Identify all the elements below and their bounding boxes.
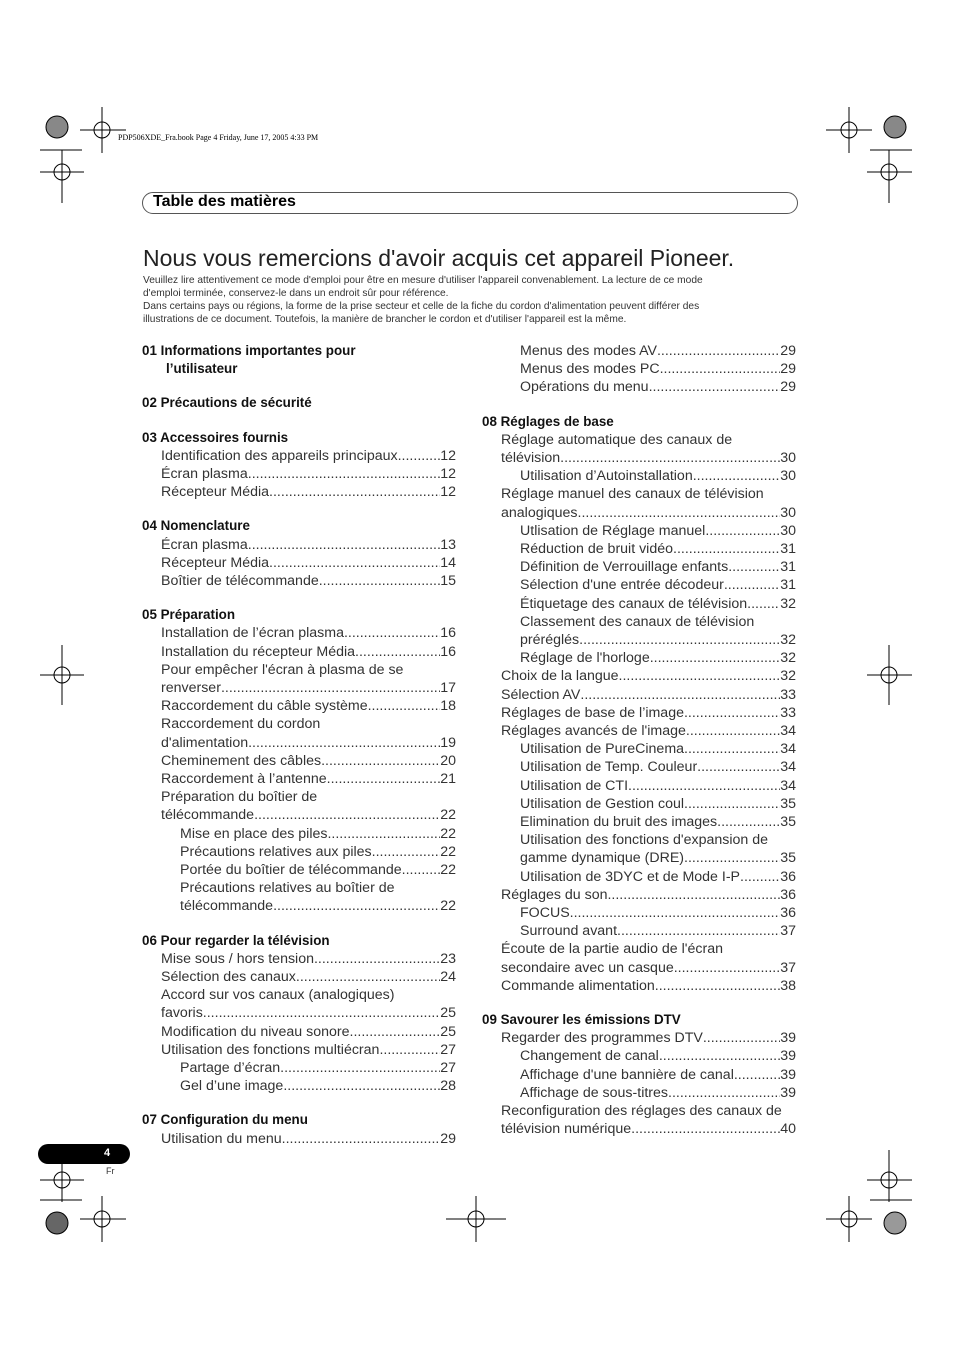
toc-section-heading: 01 Informations importantes pour [142,343,356,358]
toc-leader-dots [688,795,780,813]
toc-entry [501,977,796,995]
toc-entry-title: Récepteur Média [161,554,270,571]
toc-entry-title: Identification des appareils principaux [161,447,398,464]
toc-leader-dots [578,504,781,522]
toc-page-number: 14 [440,554,456,571]
toc-entry [520,378,796,396]
toc-entry [161,536,456,554]
toc-entry [520,576,796,594]
toc-page-number: 20 [440,752,456,769]
toc-page-number: 40 [780,1121,796,1138]
toc-entry-title: Regarder des programmes DTV [501,1030,703,1047]
toc-page-number: 33 [780,686,796,703]
toc-entry-title: analogiques [501,504,578,521]
toc-entry-title: Raccordement à l’antenne [161,771,327,787]
toc-page-number: 34 [780,741,796,758]
intro-line: Dans certains pays ou régions, la forme de la prise secteur et celle de la fiche du cordon d'alimentation peuvent différer des [143,301,700,312]
toc-entry [520,558,796,576]
toc-leader-dots [631,1120,780,1138]
toc-page-number: 22 [440,843,456,860]
toc-page-number: 22 [440,807,456,824]
toc-leader-dots [655,977,780,995]
toc-entry-title: télécommande [180,898,274,915]
toc-entry [180,1077,456,1095]
toc-leader-dots [693,467,781,485]
toc-entry-line: Précautions relatives au boîtier de [180,880,395,897]
toc-leader-dots [619,667,781,685]
toc-leader-dots [248,536,440,554]
toc-entry-title: Réglage de l'horloge [520,650,650,667]
toc-leader-dots [724,576,780,594]
toc-entry-title: Réduction de bruit vidéo [520,541,674,557]
toc-entry-title: FOCUS [520,905,570,921]
toc-leader-dots [203,1004,440,1022]
toc-entry [520,1047,796,1065]
page-heading: Nous vous remercions d'avoir acquis cet appareil Pioneer. [143,245,735,271]
toc-page-number: 29 [440,1130,456,1147]
toc-entry [161,1004,456,1022]
toc-entry-title: Elimination du bruit des images [520,814,718,830]
toc-page-number: 30 [780,450,796,466]
toc-page-number: 31 [780,577,796,594]
toc-entry [520,467,796,485]
toc-entry-title: gamme dynamique (DRE) [520,850,685,867]
toc-leader-dots [734,1066,780,1084]
toc-section-heading: 04 Nomenclature [142,518,250,534]
toc-entry [161,968,456,986]
toc-entry-title: secondaire avec un casque [501,959,674,976]
toc-entry [520,758,796,776]
toc-page-number: 34 [780,759,796,776]
toc-entry [161,734,456,752]
toc-entry [161,643,456,661]
toc-entry-title: favoris [161,1005,203,1022]
toc-entry [161,572,456,590]
toc-leader-dots [273,897,440,915]
toc-entry [520,342,796,360]
toc-entry-line: Reconfiguration des réglages des canaux de [501,1103,782,1119]
toc-leader-dots [283,1077,440,1095]
toc-entry-title: Choix de la langue [501,668,619,685]
toc-entry-title: Écran plasma [161,536,248,553]
toc-leader-dots [747,595,780,613]
toc-entry-line: Réglage manuel des canaux de télévision [501,486,764,503]
toc-leader-dots [398,447,441,465]
toc-section-heading: 06 Pour regarder la télévision [142,932,330,948]
toc-page-number: 30 [780,522,796,539]
intro-line: d'emploi terminée, conservez-le dans un endroit sûr pour référence. [143,288,449,299]
toc-page-number: 22 [440,862,456,878]
toc-entry [520,795,796,813]
toc-entry-line: Accord sur vos canaux (analogiques) [161,987,395,1004]
toc-leader-dots [628,777,780,795]
toc-page-number: 27 [440,1060,456,1076]
toc-leader-dots [705,522,780,540]
toc-entry [501,504,796,522]
toc-entry-line: Pour empêcher l'écran à plasma de se [161,661,404,678]
toc-entry-title: Écran plasma [161,466,248,482]
toc-entry-title: télécommande [161,807,255,824]
toc-leader-dots [321,752,440,770]
toc-leader-dots [269,483,440,501]
toc-page-number: 30 [780,504,796,521]
toc-leader-dots [296,968,440,986]
toc-page-number: 37 [780,923,796,940]
toc-section-heading: 02 Précautions de sécurité [142,395,312,411]
toc-leader-dots [717,813,780,831]
toc-entry-title: Utilisation des fonctions multiécran [161,1041,380,1058]
intro-line: illustrations de ce document. Toutefois, la manière de brancher le cordon et d'utiliser l'appareil est la même. [143,314,627,325]
toc-leader-dots [579,631,780,649]
toc-entry [161,624,456,642]
toc-page-number: 29 [780,379,796,396]
toc-leader-dots [379,1041,440,1059]
toc-entry-title: Réglages de base de l’image [501,704,684,721]
toc-page-number: 32 [780,595,796,612]
toc-entry [520,868,796,886]
toc-page-number: 34 [780,777,796,794]
toc-leader-dots [319,572,440,590]
toc-page-number: 25 [440,1023,456,1040]
toc-entry-title: Affichage de sous-titres [520,1084,668,1101]
toc-page-number: 16 [440,643,456,660]
toc-entry [161,1041,456,1059]
toc-entry-title: Réglages avancés de l'image [501,723,686,739]
toc-entry-title: Précautions relatives aux piles [180,843,372,860]
page-number: 4 [104,1147,111,1159]
toc-page-number: 12 [440,466,456,482]
toc-leader-dots [740,868,780,886]
toc-page-number: 38 [780,977,796,994]
toc-entry-title: Récepteur Média [161,484,270,501]
toc-page-number: 29 [780,361,796,378]
toc-entry-title: Utlisation de Réglage manuel [520,522,706,539]
toc-entry-line: Réglage automatique des canaux de [501,431,733,448]
toc-entry-title: d'alimentation [161,734,249,751]
toc-entry-line: Utilisation des fonctions d'expansion de [520,832,768,849]
toc-entry [501,667,796,685]
toc-leader-dots [668,1084,780,1102]
toc-entry-title: Utilisation de 3DYC et de Mode I-P [520,868,741,885]
toc-page-number: 32 [780,668,796,685]
toc-entry [520,777,796,795]
toc-leader-dots [372,843,441,861]
toc-page-number: 17 [440,680,456,696]
toc-page-number: 19 [440,734,456,751]
toc-page-number: 27 [440,1041,456,1058]
toc-entry [161,697,456,715]
toc-entry-title: Utilisation du menu [161,1130,282,1147]
toc-entry [501,886,796,904]
toc-leader-dots [280,1059,440,1077]
section-title: Table des matières [153,193,296,210]
toc-page-number: 36 [780,905,796,921]
toc-leader-dots [684,740,780,758]
toc-entry [161,447,456,465]
toc-page-number: 36 [780,886,796,903]
toc-entry-title: renverser [161,680,221,696]
toc-entry-title: Utilisation d’Autoinstallation [520,468,693,485]
toc-entry-title: préréglés [520,632,580,648]
toc-entry [520,522,796,540]
toc-leader-dots [248,465,440,483]
toc-leader-dots [314,950,440,968]
toc-entry-title: télévision numérique [501,1121,632,1138]
toc-entry [180,897,456,915]
toc-page-number: 23 [440,950,456,967]
toc-leader-dots [697,758,780,776]
toc-entry-line: Préparation du boîtier de [161,789,318,806]
toc-page-number: 16 [440,625,456,642]
toc-leader-dots [327,825,440,843]
toc-entry [161,483,456,501]
toc-entry-line: Raccordement du cordon [161,716,321,733]
toc-section-heading: 08 Réglages de base [482,413,614,429]
toc-entry-title: Sélection AV [501,686,581,703]
toc-entry [520,849,796,867]
toc-page-number: 31 [780,559,796,576]
toc-section-heading: 09 Savourer les émissions DTV [482,1012,681,1027]
toc-page-number: 22 [440,825,456,842]
toc-entry-title: Partage d’écran [180,1060,281,1076]
toc-entry-title: Commande alimentation [501,977,655,994]
toc-entry [161,679,456,697]
toc-entry [520,540,796,558]
toc-page-number: 28 [440,1078,456,1095]
toc-leader-dots [327,770,441,788]
toc-leader-dots [674,959,780,977]
toc-entry [520,740,796,758]
toc-entry [180,1059,456,1077]
toc-leader-dots [570,904,781,922]
toc-entry [161,554,456,572]
toc-entry [520,595,796,613]
toc-page-number: 35 [780,814,796,830]
toc-page-number: 31 [780,541,796,557]
toc-entry-title: Raccordement du câble système [161,698,368,715]
toc-entry [161,950,456,968]
toc-leader-dots [684,849,780,867]
toc-page-number: 39 [780,1048,796,1065]
toc-page-number: 39 [780,1084,796,1101]
toc-leader-dots [659,1047,780,1065]
toc-entry-title: Sélection des canaux [161,969,296,985]
toc-section-heading: 07 Configuration du menu [142,1112,308,1128]
toc-entry-title: Utilisation de Temp. Couleur [520,759,698,776]
toc-leader-dots [673,540,780,558]
toc-leader-dots [402,861,441,879]
toc-leader-dots [580,686,780,704]
toc-leader-dots [649,378,781,396]
toc-entry [180,843,456,861]
toc-entry [520,360,796,378]
toc-entry-title: Installation de l’écran plasma [161,625,344,642]
toc-entry [501,722,796,740]
toc-leader-dots [617,922,780,940]
toc-entry [520,1084,796,1102]
toc-page-number: 12 [440,484,456,501]
toc-section-heading: 03 Accessoires fournis [142,429,289,445]
toc-leader-dots [269,554,440,572]
toc-leader-dots [344,624,440,642]
toc-leader-dots [248,734,440,752]
toc-leader-dots [282,1130,441,1148]
toc-leader-dots [221,679,440,697]
toc-entry-title: télévision [501,450,561,466]
file-info-header: PDP506XDE_Fra.book Page 4 Friday, June 17, 2005 4:33 PM [118,133,319,142]
toc-entry [520,631,796,649]
toc-page-number: 35 [780,850,796,867]
toc-entry-title: Installation du récepteur Média [161,643,356,660]
toc-leader-dots [650,649,781,667]
toc-page-number: 25 [440,1005,456,1022]
intro-line: Veuillez lire attentivement ce mode d'emploi pour être en mesure d'utiliser l'appareil convenablement. La lecture de ce mode [143,275,703,286]
toc-entry-title: Gel d’une image [180,1078,284,1095]
toc-page-number: 32 [780,632,796,648]
toc-page-number: 36 [780,868,796,885]
toc-page-number: 15 [440,573,456,589]
toc-entry [520,1066,796,1084]
toc-page-number: 37 [780,959,796,976]
toc-page-number: 39 [780,1030,796,1047]
toc-entry-title: Mise en place des piles [180,825,328,842]
toc-entry [501,1120,796,1138]
toc-page-number: 29 [780,343,796,359]
toc-page-number: 18 [440,698,456,715]
toc-entry [180,825,456,843]
toc-entry [520,813,796,831]
toc-entry-title: Modification du niveau sonore [161,1023,350,1040]
page-number-tab [38,1144,130,1164]
toc-entry-title: Menus des modes PC [520,361,660,378]
toc-entry [520,904,796,922]
toc-leader-dots [660,360,781,378]
toc-entry-title: Opérations du menu [520,379,649,396]
toc-entry-title: Réglages du son [501,886,608,903]
toc-entry [501,1029,796,1047]
toc-page-number: 13 [440,536,456,553]
page-language: Fr [106,1166,115,1176]
toc-entry-title: Mise sous / hors tension [161,950,314,967]
toc-entry [520,649,796,667]
toc-page-number: 34 [780,723,796,739]
toc-entry [501,959,796,977]
toc-leader-dots [686,722,780,740]
toc-section-heading: 05 Préparation [142,607,236,623]
toc-page-number: 22 [440,898,456,915]
toc-leader-dots [684,704,780,722]
toc-entry [161,1130,456,1148]
toc-entry [161,1023,456,1041]
toc-page-number: 32 [780,650,796,667]
toc-page-number: 24 [440,969,456,985]
toc-page-number: 30 [780,468,796,485]
toc-entry [161,465,456,483]
toc-leader-dots [350,1023,441,1041]
toc-leader-dots [355,643,440,661]
toc-entry-title: Cheminement des câbles [161,752,322,769]
toc-entry-title: Changement de canal [520,1048,659,1065]
toc-entry [161,770,456,788]
toc-entry [520,922,796,940]
toc-entry [161,752,456,770]
toc-leader-dots [657,342,780,360]
toc-entry-title: Utilisation de PureCinema [520,741,685,758]
toc-entry [161,806,456,824]
toc-entry [501,449,796,467]
toc-entry [501,686,796,704]
toc-leader-dots [560,449,780,467]
toc-entry-title: Menus des modes AV [520,343,657,359]
toc-entry [180,861,456,879]
toc-page-number: 33 [780,704,796,721]
toc-entry-title: Sélection d'une entrée décodeur [520,577,724,594]
toc-entry-title: Boîtier de télécommande [161,573,319,589]
toc-entry [501,704,796,722]
toc-leader-dots [368,697,441,715]
toc-entry-title: Utilisation de CTI [520,777,629,794]
toc-leader-dots [703,1029,780,1047]
toc-entry-title: Utilisation de Gestion coul. [520,795,688,812]
toc-page-number: 12 [440,447,456,464]
toc-leader-dots [728,558,780,576]
toc-entry-title: Étiquetage des canaux de télévision [520,595,748,612]
toc-entry-line: Écoute de la partie audio de l'écran [501,941,723,958]
toc-entry-title: Surround avant [520,923,618,940]
toc-leader-dots [607,886,780,904]
toc-entry-title: Portée du boîtier de télécommande [180,862,402,878]
toc-section-heading-cont: l’utilisateur [166,361,238,377]
toc-entry-title: Affichage d'une bannière de canal [520,1066,734,1083]
toc-page-number: 39 [780,1066,796,1083]
toc-page-number: 21 [440,771,456,787]
toc-entry-title: Définition de Verrouillage enfants [520,559,729,576]
toc-entry-line: Classement des canaux de télévision [520,613,755,630]
toc-leader-dots [254,806,440,824]
toc-page-number: 35 [780,795,796,812]
